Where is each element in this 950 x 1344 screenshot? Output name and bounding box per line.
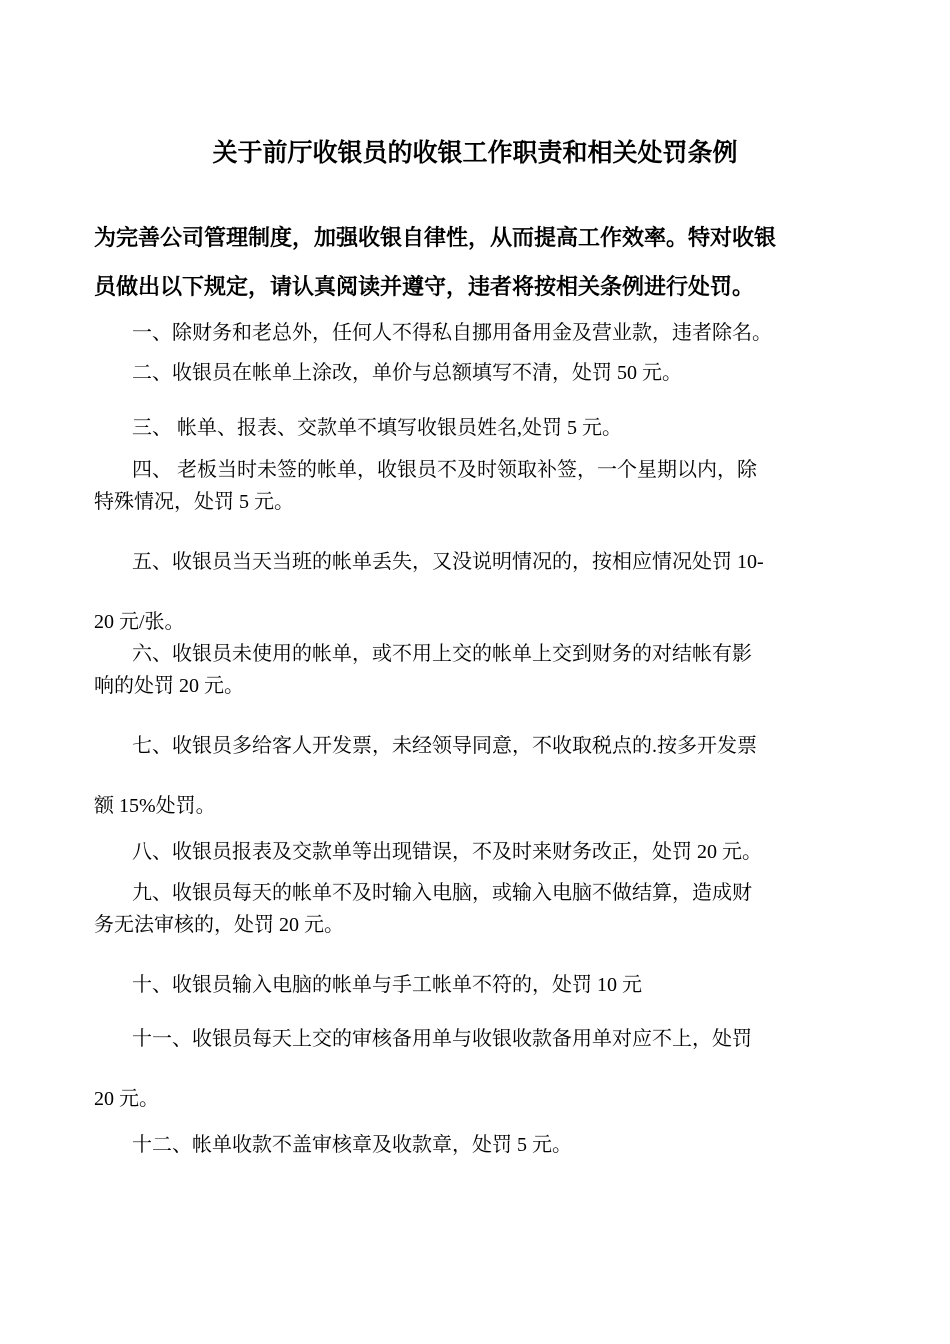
rule-9-line-1: 九、收银员每天的帐单不及时输入电脑，或输入电脑不做结算，造成财 [132, 882, 752, 904]
rule-12 [94, 1129, 870, 1161]
rule-2 [94, 357, 870, 389]
rule-7 [94, 730, 870, 822]
rule-11 [94, 1023, 870, 1115]
rule-5 [94, 546, 870, 638]
rule-4 [94, 454, 870, 518]
rule-6 [94, 638, 870, 702]
rule-11-line-1: 十一、收银员每天上交的审核备用单与收银收款备用单对应不上，处罚 [132, 1028, 752, 1050]
rule-8 [94, 836, 870, 868]
rule-4-line-1: 四、 老板当时未签的帐单，收银员不及时领取补签，一个星期以内，除 [132, 459, 757, 481]
intro-line-2: 员做出以下规定，请认真阅读并遵守，违者将按相关条例进行处罚。 [94, 274, 755, 299]
rule-3 [94, 412, 870, 444]
rule-3-line-1: 三、 帐单、报表、交款单不填写收银员姓名,处罚 5 元。 [132, 417, 622, 439]
rule-10 [94, 969, 870, 1001]
rule-1 [94, 317, 870, 349]
rule-12-line-1: 十二、帐单收款不盖审核章及收款章，处罚 5 元。 [132, 1134, 572, 1156]
rule-2-line-1: 二、收银员在帐单上涂改，单价与总额填写不清，处罚 50 元。 [132, 362, 682, 384]
intro-line-1: 为完善公司管理制度，加强收银自律性，从而提高工作效率。特对收银 [94, 225, 777, 250]
rule-7-line-2: 额 15%处罚。 [94, 795, 216, 817]
document-title: 关于前厅收银员的收银工作职责和相关处罚条例 [212, 140, 738, 167]
rule-10-line-1: 十、收银员输入电脑的帐单与手工帐单不符的，处罚 10 元 [132, 974, 642, 996]
rule-1-line-1: 一、除财务和老总外，任何人不得私自挪用备用金及营业款，违者除名。 [132, 322, 772, 344]
rule-5-line-2: 20 元/张。 [94, 611, 185, 633]
rule-9 [94, 877, 870, 941]
rule-7-line-1: 七、收银员多给客人开发票，未经领导同意，不收取税点的.按多开发票 [132, 735, 757, 757]
rule-4-line-2: 特殊情况，处罚 5 元。 [94, 491, 294, 513]
rule-6-line-1: 六、收银员未使用的帐单，或不用上交的帐单上交到财务的对结帐有影 [132, 643, 752, 665]
rule-9-line-2: 务无法审核的，处罚 20 元。 [94, 914, 344, 936]
rule-6-line-2: 响的处罚 20 元。 [94, 675, 244, 697]
rule-8-line-1: 八、收银员报表及交款单等出现错误，不及时来财务改正，处罚 20 元。 [132, 841, 762, 863]
rule-5-line-1: 五、收银员当天当班的帐单丢失，又没说明情况的，按相应情况处罚 10- [132, 551, 764, 573]
rule-11-line-2: 20 元。 [94, 1088, 159, 1110]
